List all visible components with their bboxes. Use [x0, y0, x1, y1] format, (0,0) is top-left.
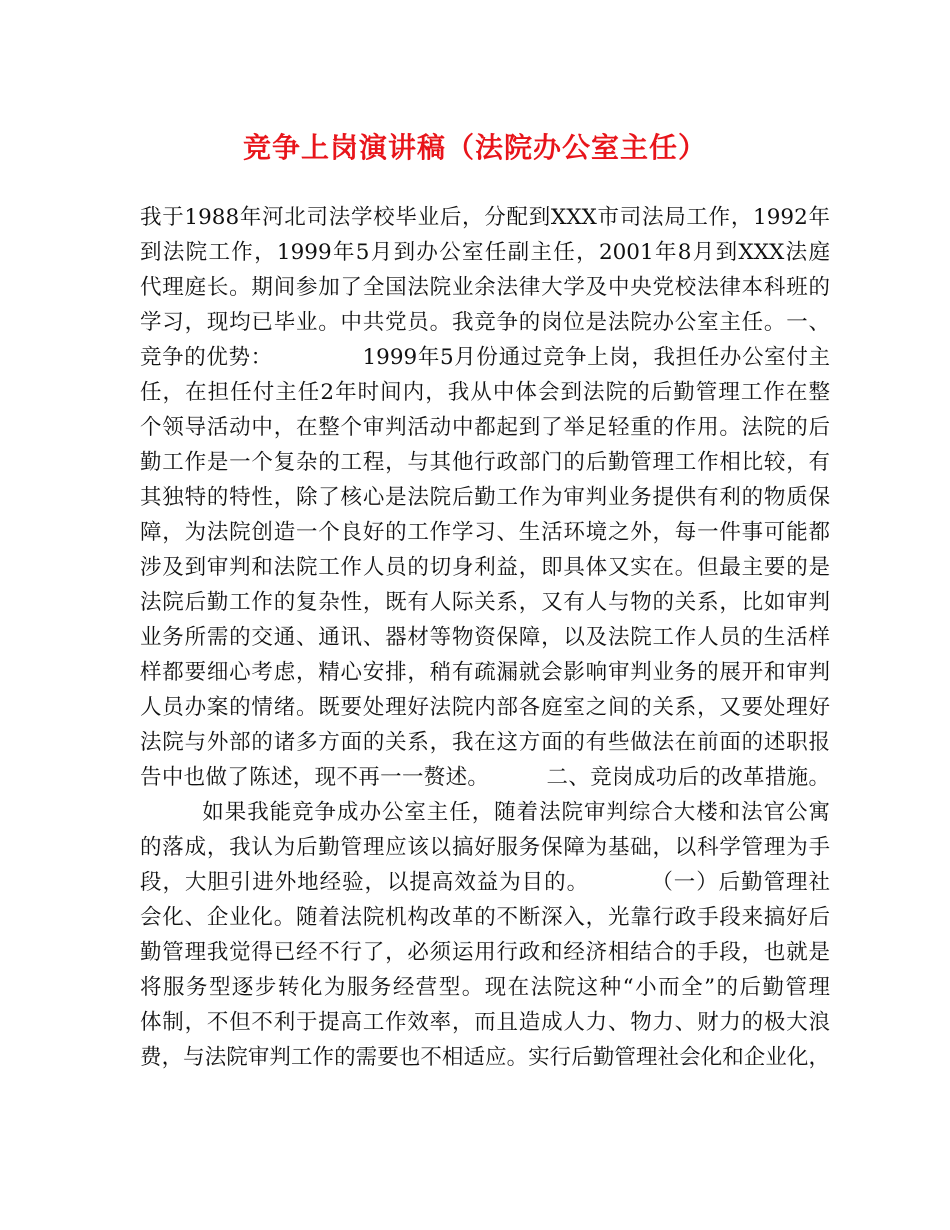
body-line: 会化、企业化。随着法院机构改革的不断深入，光靠行政手段来搞好后	[140, 905, 830, 930]
document-title: 竞争上岗演讲稿（法院办公室主任）	[242, 131, 707, 164]
body-line: 将服务型逐步转化为服务经营型。现在法院这种“小而全”的后勤管理	[140, 975, 830, 1000]
body-line: 勤管理我觉得已经不行了，必须运用行政和经济相结合的手段，也就是	[140, 940, 830, 965]
body-line: 人员办案的情绪。既要处理好法院内部各庭室之间的关系，又要处理好	[140, 695, 830, 720]
body-line: 告中也做了陈述，现不再一一赘述。 二、竞岗成功后的改革措施。	[140, 765, 830, 790]
body-line: 代理庭长。期间参加了全国法院业余法律大学及中央党校法律本科班的	[140, 275, 830, 300]
body-line: 法院后勤工作的复杂性，既有人际关系，又有人与物的关系，比如审判	[140, 590, 830, 615]
body-line: 任，在担任付主任2年时间内，我从中体会到法院的后勤管理工作在整	[140, 380, 830, 405]
body-line: 涉及到审判和法院工作人员的切身利益，即具体又实在。但最主要的是	[140, 555, 830, 580]
body-line: 竞争的优势： 1999年5月份通过竞争上岗，我担任办公室付主	[140, 345, 830, 370]
body-line: 的落成，我认为后勤管理应该以搞好服务保障为基础，以科学管理为手	[140, 835, 830, 860]
body-line: 我于1988年河北司法学校毕业后，分配到XXX市司法局工作，1992年	[140, 205, 830, 230]
body-line: 障，为法院创造一个良好的工作学习、生活环境之外，每一件事可能都	[140, 520, 830, 545]
document-body	[140, 200, 830, 1075]
body-line: 到法院工作，1999年5月到办公室任副主任，2001年8月到XXX法庭	[140, 240, 830, 265]
body-line: 学习，现均已毕业。中共党员。我竞争的岗位是法院办公室主任。一、	[140, 310, 830, 335]
body-line: 业务所需的交通、通讯、器材等物资保障，以及法院工作人员的生活样	[140, 625, 830, 650]
body-line: 样都要细心考虑，精心安排，稍有疏漏就会影响审判业务的展开和审判	[140, 660, 830, 685]
body-line: 法院与外部的诸多方面的关系，我在这方面的有些做法在前面的述职报	[140, 730, 830, 755]
body-line: 体制，不但不利于提高工作效率，而且造成人力、物力、财力的极大浪	[140, 1010, 830, 1035]
body-line: 个领导活动中，在整个审判活动中都起到了举足轻重的作用。法院的后	[140, 415, 830, 440]
body-line: 费，与法院审判工作的需要也不相适应。实行后勤管理社会化和企业化，	[140, 1045, 830, 1070]
body-line: 如果我能竞争成办公室主任，随着法院审判综合大楼和法官公寓	[140, 800, 830, 825]
body-line: 段，大胆引进外地经验，以提高效益为目的。 （一）后勤管理社	[140, 870, 830, 895]
body-line: 勤工作是一个复杂的工程，与其他行政部门的后勤管理工作相比较，有	[140, 450, 830, 475]
body-line: 其独特的特性，除了核心是法院后勤工作为审判业务提供有利的物质保	[140, 485, 830, 510]
